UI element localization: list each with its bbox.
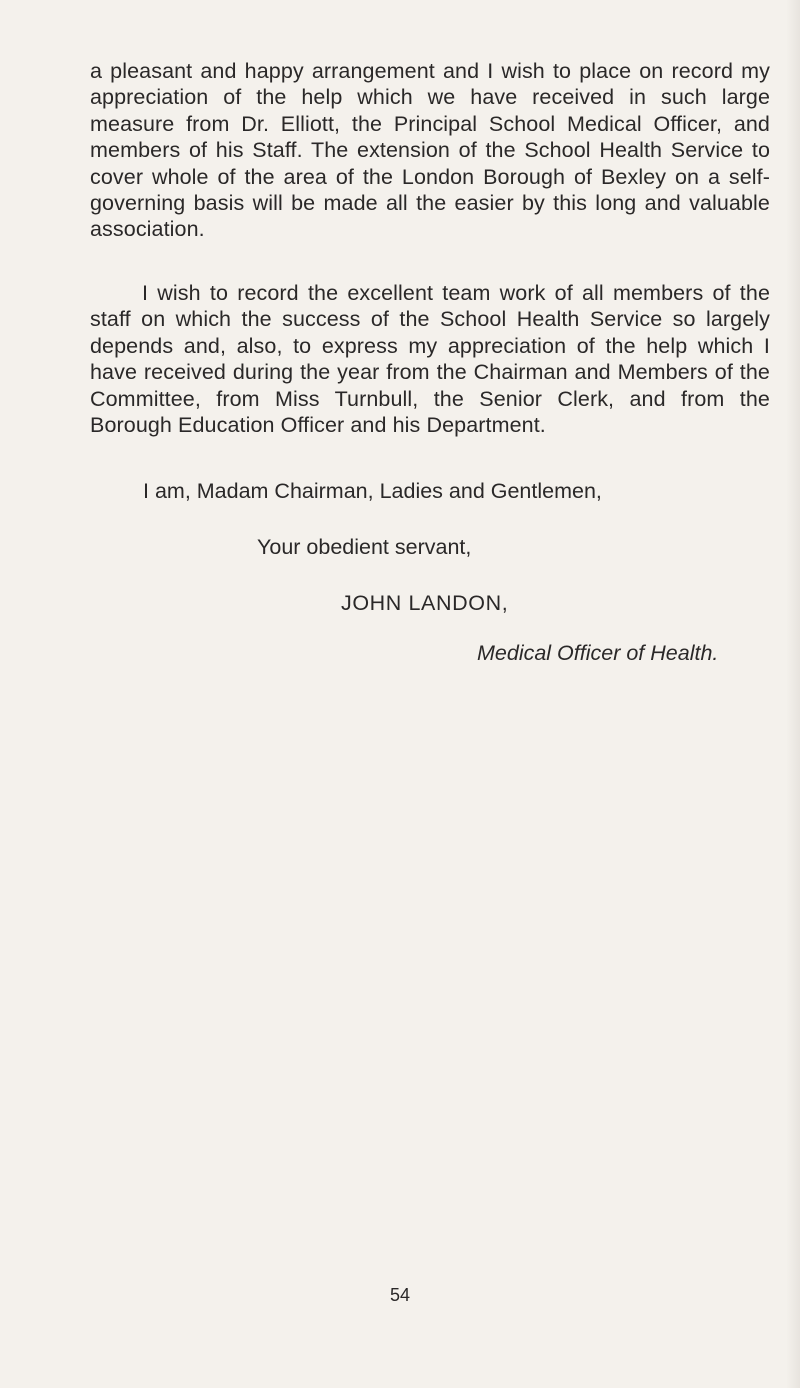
letter-valediction: Your obedient servant, bbox=[257, 535, 472, 559]
signature-title: Medical Officer of Health. bbox=[477, 641, 719, 665]
page-number: 54 bbox=[389, 1285, 411, 1305]
signature-name: JOHN LANDON, bbox=[341, 591, 509, 615]
body-paragraph-continued: a pleasant and happy arrangement and I wish to place on record my appreciation of the help which we have received in such large measure from Dr. Elliott, the Principal School Medical Officer, and members of his Staff. The extension of the School Health Service to cover whole of the area of the London Borough of Bexley on a self-governing basis will be made all the easier by this long and valuable association. bbox=[90, 59, 770, 242]
page-edge-shadow bbox=[786, 0, 800, 1388]
body-paragraph-acknowledgements: I wish to record the excellent team work of all members of the staff on which the success of the School Health Service so largely depends and, also, to express my appreciation of the help which I have received during the year from the Chairman and Members of the Committee, from Miss Turnbull, the Senior Clerk, and from the Borough Education Officer and his Department. bbox=[90, 281, 770, 438]
letter-closing: I am, Madam Chairman, Ladies and Gentlemen, bbox=[143, 479, 602, 503]
